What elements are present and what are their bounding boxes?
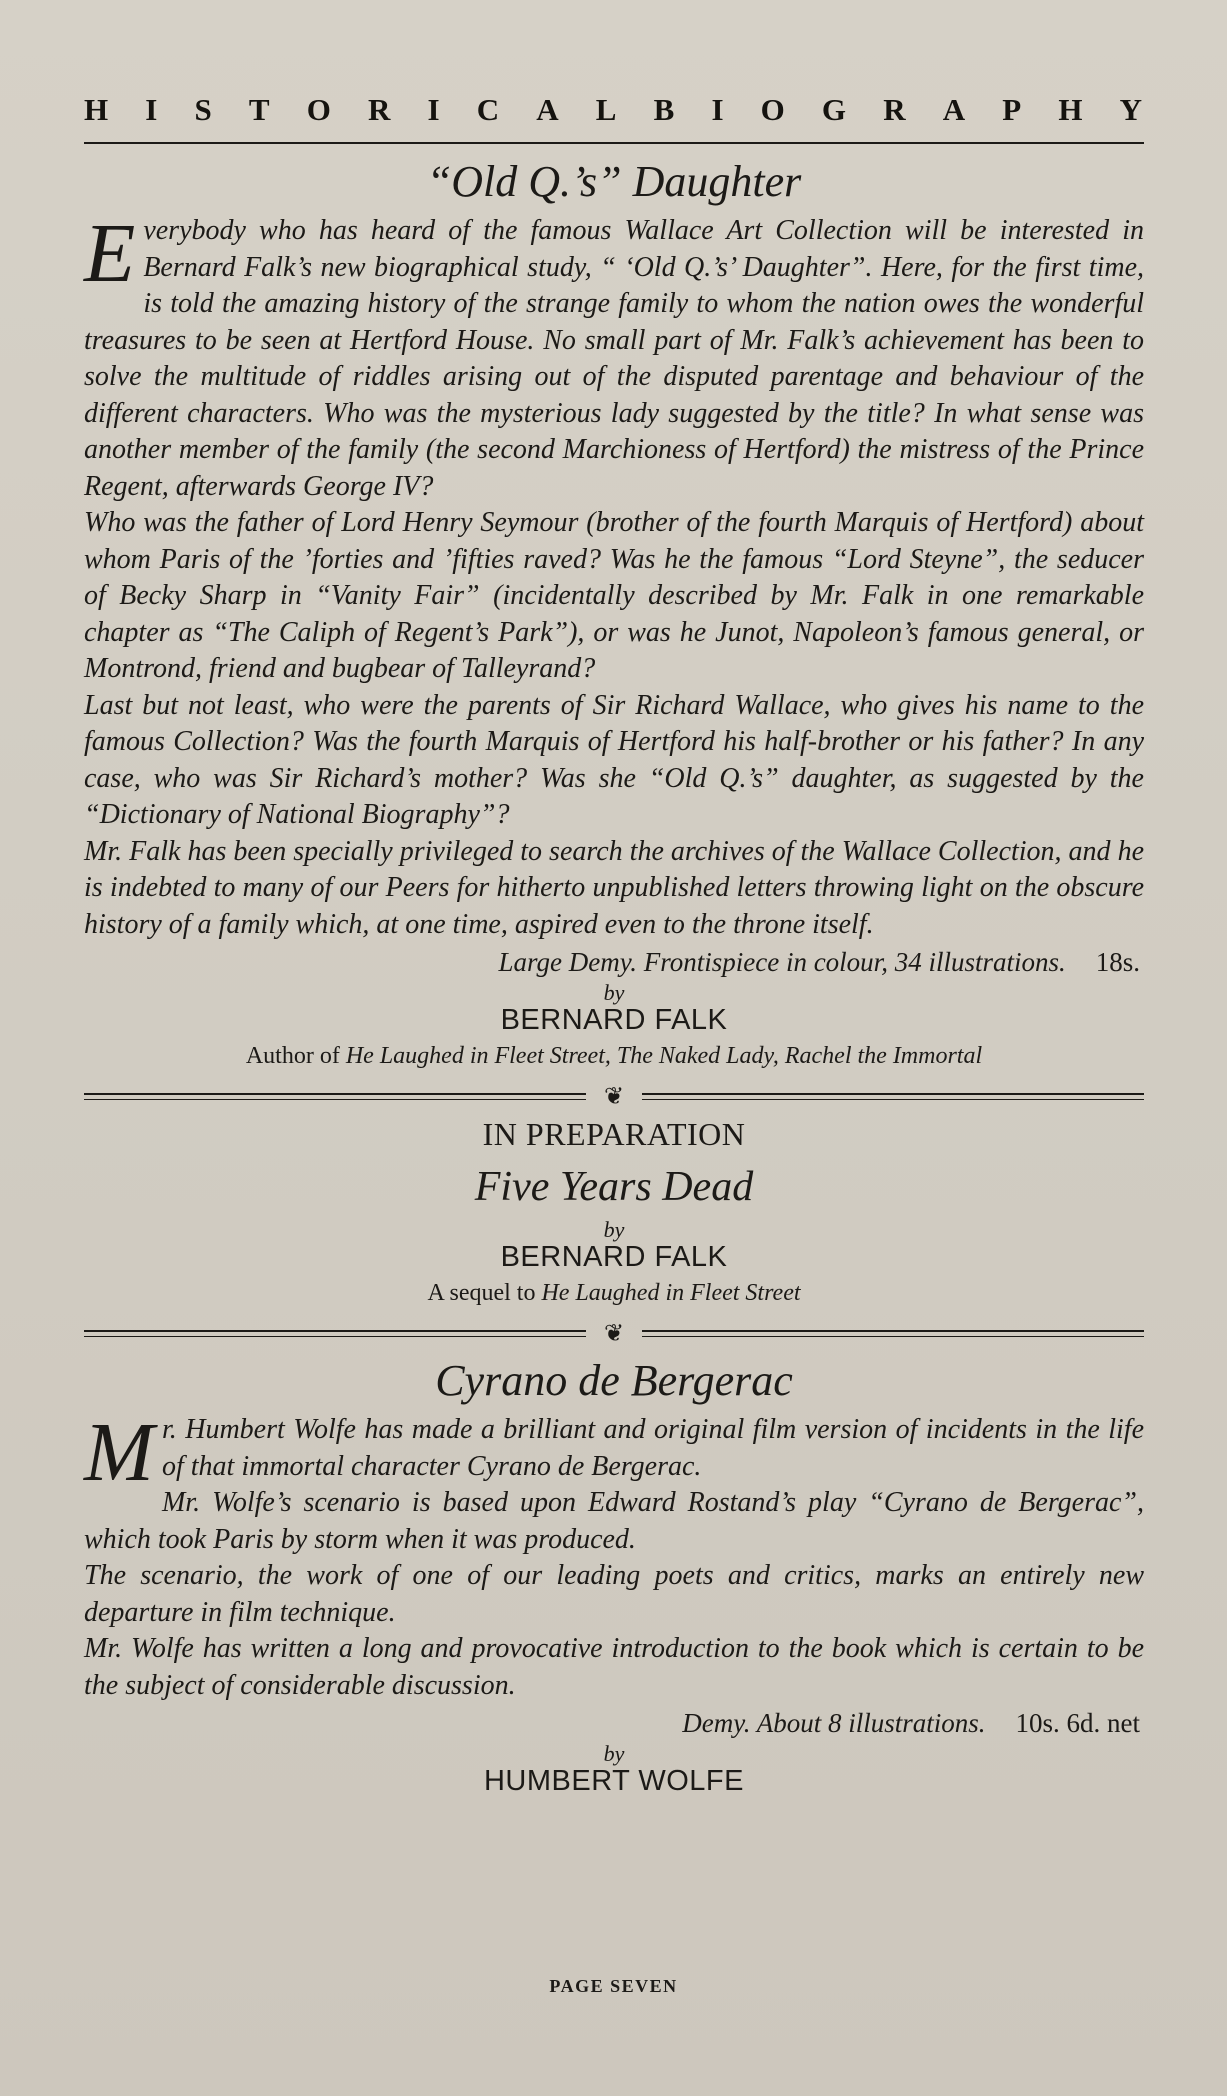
- divider-rule-right: [642, 1093, 1144, 1100]
- header-letter: S: [194, 92, 214, 127]
- section3-price: 10s. 6d. net: [1015, 1708, 1140, 1738]
- section1-format-line: [84, 947, 1144, 978]
- credits-titles: He Laughed in Fleet Street, The Naked Lady, Rachel the Immortal: [345, 1043, 983, 1069]
- dropcap-e: E: [84, 207, 136, 300]
- section1-by: by: [603, 980, 625, 1005]
- section-title-old-q-daughter: “Old Q.’s” Daughter: [426, 157, 802, 206]
- section3-format-line: [84, 1708, 1144, 1739]
- header-letter: I: [711, 92, 726, 127]
- section1-author: BERNARD FALK: [500, 1004, 728, 1036]
- header-letter: O: [306, 92, 333, 127]
- header-rule: [84, 142, 1144, 144]
- section3-paragraph-2: Mr. Wolfe’s scenario is based upon Edward Rostand’s play “Cyrano de Bergerac”, which took Paris by storm when it was produced.: [84, 1487, 1144, 1555]
- section3-format: Demy. About 8 illustrations.: [682, 1708, 986, 1738]
- section-title-cyrano: Cyrano de Bergerac: [435, 1356, 793, 1405]
- header-letter: G: [821, 92, 849, 127]
- credits-prefix: Author of: [245, 1043, 346, 1069]
- section3-author: HUMBERT WOLFE: [483, 1765, 744, 1797]
- header-letter: O: [760, 92, 787, 127]
- section1-paragraph-3: Last but not least, who were the parents of Sir Richard Wallace, who gives his name to the famous Collection? Was the fourth Marquis of Hertford his half-brother or his father? In any case, who was Sir Richard’s mother? Was she “Old Q.’s” daughter, as suggested by the “Dictionary of National Biography”?: [84, 689, 1144, 830]
- header-letter: T: [248, 92, 272, 127]
- header-letter: L: [595, 92, 619, 127]
- section1-author-credits: [84, 1043, 1144, 1070]
- section-title-five-years-dead: Five Years Dead: [474, 1164, 754, 1210]
- divider-rule-right-2: [642, 1330, 1144, 1337]
- section3-by: by: [603, 1741, 625, 1766]
- section2-by: by: [603, 1217, 625, 1242]
- header-letter: A: [942, 92, 968, 127]
- header-letter: I: [145, 92, 160, 127]
- fleuron-icon: ❦: [603, 1082, 625, 1110]
- divider-ornament-2: [84, 1319, 1144, 1347]
- page-number: PAGE SEVEN: [549, 1976, 678, 1996]
- divider-rule-left: [84, 1093, 586, 1100]
- dropcap-m: M: [84, 1406, 154, 1499]
- section1-format: Large Demy. Frontispiece in colour, 34 illustrations.: [498, 947, 1066, 977]
- section1-paragraph-1: verybody who has heard of the famous Wallace Art Collection will be interested in Bernard Falk’s new biographical study, “ ‘Old Q.’s’ Daughter”. Here, for the first time, is told the amazing history of the strange family to whom the nation owes the wonderful treasures to be seen at Hertford House. No small part of Mr. Falk’s achievement has been to solve the multitude of riddles arising out of the disputed parentage and behaviour of the different characters. Who was the mysterious lady suggested by the title? In what sense was another member of the family (the second Marchioness of Hertford) the mistress of the Prince Regent, afterwards George IV?: [84, 215, 1144, 502]
- sequel-prefix: A sequel to: [427, 1280, 542, 1306]
- section1-paragraph-4: Mr. Falk has been specially privileged to search the archives of the Wallace Collection, and he is indebted to many of our Peers for hitherto unpublished letters throwing light on the obscure history of a family which, at one time, aspired even to the throne itself.: [84, 835, 1144, 940]
- in-preparation-label: IN PREPARATION: [482, 1116, 746, 1152]
- section1-price: 18s.: [1095, 947, 1140, 977]
- header-letter: H: [84, 92, 111, 127]
- header-letter: H: [1058, 92, 1085, 127]
- header-letter: P: [1002, 92, 1024, 127]
- section3-paragraph-3: The scenario, the work of one of our leading poets and critics, marks an entirely new departure in film technique.: [84, 1560, 1144, 1628]
- header-letter: A: [536, 92, 561, 127]
- sequel-title: He Laughed in Fleet Street: [541, 1280, 801, 1306]
- divider-rule-left-2: [84, 1330, 586, 1337]
- section1-paragraph-2: Who was the father of Lord Henry Seymour (brother of the fourth Marquis of Hertford) about whom Paris of the ’forties and ’fifties raved? Was he the famous “Lord Steyne”, the seducer of Becky Sharp in “Vanity Fair” (incidentally described by Mr. Falk in one remarkable chapter as “The Caliph of Regent’s Park”), or was he Junot, Napoleon’s famous general, or Montrond, friend and bugbear of Talleyrand?: [84, 507, 1144, 684]
- header-letter: R: [883, 92, 908, 127]
- divider-ornament-1: [84, 1082, 1144, 1110]
- header-letter: Y: [1119, 92, 1144, 127]
- header-letter: I: [427, 92, 442, 127]
- section2-sequel-line: [84, 1280, 1144, 1307]
- section1-body: [84, 207, 1144, 943]
- section3-body: [84, 1406, 1144, 1704]
- section3-paragraph-4: Mr. Wolfe has written a long and provocative introduction to the book which is certain to be the subject of considerable discussion.: [84, 1633, 1144, 1701]
- header-letter: B: [653, 92, 677, 127]
- fleuron-icon-2: ❦: [603, 1319, 625, 1347]
- header-letter: R: [367, 92, 393, 127]
- section2-author: BERNARD FALK: [500, 1241, 728, 1273]
- header-letter: C: [476, 92, 502, 127]
- section3-paragraph-1: r. Humbert Wolfe has made a brilliant and original film version of incidents in the life of that immortal character Cyrano de Bergerac.: [161, 1414, 1144, 1482]
- running-header: [84, 92, 1144, 128]
- page-content: [84, 92, 1144, 1798]
